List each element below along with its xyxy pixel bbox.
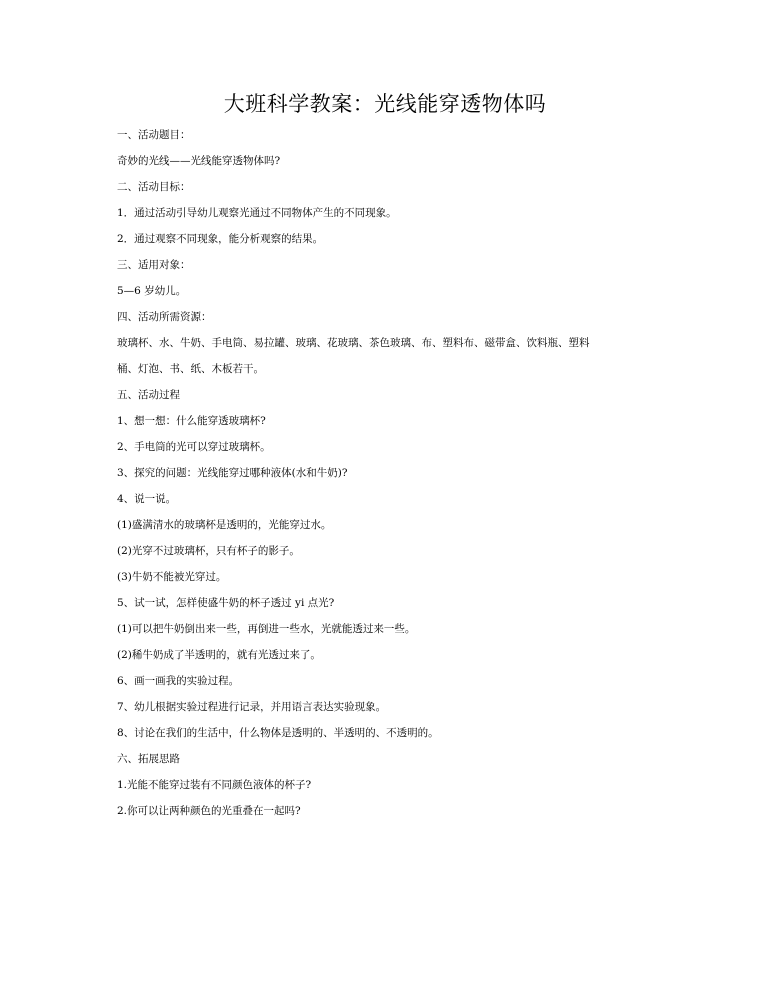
paragraph-line: 7、幼儿根据实验过程进行记录，并用语言表达实验现象。 bbox=[117, 701, 387, 713]
document-body bbox=[117, 122, 677, 824]
paragraph-line: 2．通过观察不同现象，能分析观察的结果。 bbox=[117, 233, 324, 245]
paragraph-line: 1、想一想：什么能穿透玻璃杯? bbox=[117, 415, 266, 427]
section-heading: 三、适用对象： bbox=[117, 259, 191, 271]
section-heading: 六、拓展思路 bbox=[117, 753, 180, 765]
paragraph-line: 5—6 岁幼儿。 bbox=[117, 285, 187, 297]
paragraph-line: (1)可以把牛奶倒出来一些，再倒进一些水，光就能透过来一些。 bbox=[117, 623, 416, 635]
paragraph-line: 1．通过活动引导幼儿观察光通过不同物体产生的不同现象。 bbox=[117, 207, 397, 219]
document-title: 大班科学教案：光线能穿透物体吗 bbox=[223, 92, 547, 116]
section-heading: 五、活动过程 bbox=[117, 389, 180, 401]
section-heading: 一、活动题目： bbox=[117, 129, 191, 141]
paragraph-line: (2)稀牛奶成了半透明的，就有光透过来了。 bbox=[117, 649, 321, 661]
paragraph-line: 6、画一画我的实验过程。 bbox=[117, 675, 240, 687]
paragraph-line: 4、说一说。 bbox=[117, 493, 177, 505]
section-heading: 四、活动所需资源： bbox=[117, 311, 212, 323]
paragraph-line: (2)光穿不过玻璃杯，只有杯子的影子。 bbox=[117, 545, 300, 557]
paragraph-line: (1)盛满清水的玻璃杯是透明的，光能穿过水。 bbox=[117, 519, 332, 531]
paragraph-line: (3)牛奶不能被光穿过。 bbox=[117, 571, 227, 583]
paragraph-line: 2、手电筒的光可以穿过玻璃杯。 bbox=[117, 441, 271, 453]
paragraph-line: 3、探究的问题：光线能穿过哪种液体(水和牛奶)? bbox=[117, 467, 348, 479]
paragraph-line: 玻璃杯、水、牛奶、手电筒、易拉罐、玻璃、花玻璃、茶色玻璃、布、塑料布、磁带盒、饮料瓶、塑料 bbox=[117, 337, 590, 349]
paragraph-line: 1.光能不能穿过装有不同颜色液体的杯子? bbox=[117, 779, 312, 791]
paragraph-line: 桶、灯泡、书、纸、木板若干。 bbox=[117, 363, 264, 375]
paragraph-line: 5、试一试，怎样使盛牛奶的杯子透过 yi 点光? bbox=[117, 597, 335, 609]
section-heading: 二、活动目标： bbox=[117, 181, 191, 193]
paragraph-line: 8、讨论在我们的生活中，什么物体是透明的、半透明的、不透明的。 bbox=[117, 727, 439, 739]
paragraph-line: 2.你可以让两种颜色的光重叠在一起吗? bbox=[117, 805, 301, 817]
paragraph-line: 奇妙的光线——光线能穿透物体吗? bbox=[117, 155, 281, 167]
